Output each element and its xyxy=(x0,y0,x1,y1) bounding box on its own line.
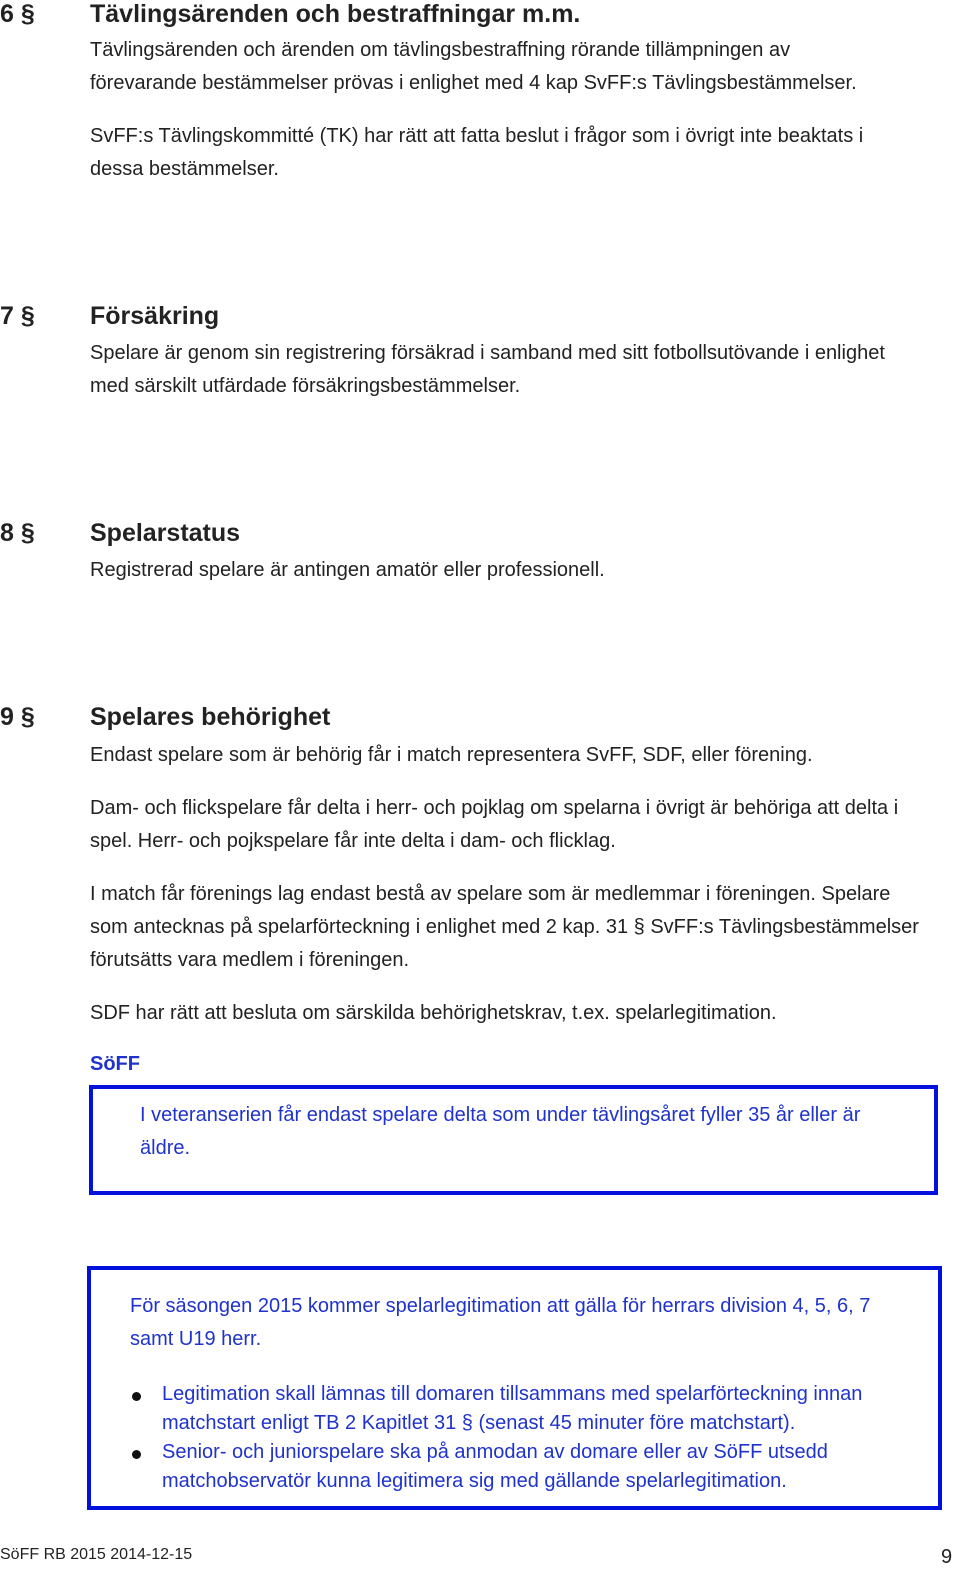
text-line: Endast spelare som är behörig får i match representera SvFF, SDF, eller förening. xyxy=(90,744,813,766)
section-6-title: Tävlingsärenden och bestraffningar m.m. xyxy=(90,0,581,28)
section-7-title: Försäkring xyxy=(90,302,220,330)
text-line: som antecknas på spelarförteckning i enlighet med 2 kap. 31 § SvFF:s Tävlingsbestämmelser xyxy=(90,916,919,938)
text-line: I veteranserien får endast spelare delta som under tävlingsåret fyller 35 år eller är xyxy=(140,1104,861,1126)
list-item xyxy=(132,1438,862,1495)
bullet-icon xyxy=(132,1450,141,1459)
text-line: Dam- och flickspelare får delta i herr- och pojklag om spelarna i övrigt är behöriga att delta i xyxy=(90,797,899,819)
section-7-paragraph-1 xyxy=(90,337,956,403)
list-item xyxy=(132,1380,862,1437)
text-line: äldre. xyxy=(140,1137,191,1159)
soff-label: SöFF xyxy=(90,1053,140,1075)
section-9-paragraph-4 xyxy=(90,997,956,1030)
section-9-number: 9 § xyxy=(0,703,35,731)
section-8-number: 8 § xyxy=(0,519,35,547)
footer-document-id: SöFF RB 2015 2014-12-15 xyxy=(0,1546,193,1563)
text-line: spel. Herr- och pojkspelare får inte delta i dam- och flicklag. xyxy=(90,830,616,852)
section-7-number: 7 § xyxy=(0,302,35,330)
bullet-icon xyxy=(132,1392,141,1401)
text-line: dessa bestämmelser. xyxy=(90,158,279,180)
text-line: förutsätts vara medlem i föreningen. xyxy=(90,949,410,971)
section-9-paragraph-2 xyxy=(90,792,956,858)
text-line: Tävlingsärenden och ärenden om tävlingsbestraffning rörande tillämpningen av xyxy=(90,39,791,61)
text-line: matchstart enligt TB 2 Kapitlet 31 § (senast 45 minuter före matchstart). xyxy=(162,1411,796,1434)
text-line: I match får förenings lag endast bestå av spelare som är medlemmar i föreningen. Spelare xyxy=(90,883,891,905)
text-line: SDF har rätt att besluta om särskilda behörighetskrav, t.ex. spelarlegitimation. xyxy=(90,1002,777,1024)
page-number: 9 xyxy=(941,1546,953,1568)
text-line: Spelare är genom sin registrering försäkrad i samband med sitt fotbollsutövande i enlighet xyxy=(90,342,885,364)
text-line: samt U19 herr. xyxy=(130,1328,262,1350)
section-8-title: Spelarstatus xyxy=(90,519,241,547)
text-line: För säsongen 2015 kommer spelarlegitimation att gälla för herrars division 4, 5, 6, 7 xyxy=(130,1295,871,1317)
text-line: SvFF:s Tävlingskommitté (TK) har rätt att fatta beslut i frågor som i övrigt inte beaktats i xyxy=(90,125,864,147)
section-9-paragraph-3 xyxy=(90,878,956,977)
text-line: Legitimation skall lämnas till domaren tillsammans med spelarförteckning innan xyxy=(162,1383,863,1405)
section-6-number: 6 § xyxy=(0,0,35,28)
section-8-paragraph-1 xyxy=(90,554,956,587)
text-line: Registrerad spelare är antingen amatör eller professionell. xyxy=(90,559,605,581)
section-9-title: Spelares behörighet xyxy=(90,703,331,731)
veteran-rule-text xyxy=(140,1099,860,1165)
veteran-rule-box xyxy=(89,1085,938,1195)
text-line: Senior- och juniorspelare ska på anmodan av domare eller av SöFF utsedd xyxy=(162,1441,828,1463)
legitimation-rule-box xyxy=(87,1266,942,1510)
legitimation-bullet-list xyxy=(132,1380,862,1496)
text-line: med särskilt utfärdade försäkringsbestämmelser. xyxy=(90,375,521,397)
section-6-paragraph-1 xyxy=(90,34,956,100)
legitimation-intro xyxy=(130,1290,870,1356)
text-line: matchobservatör kunna legitimera sig med gällande spelarlegitimation. xyxy=(162,1469,787,1492)
text-line: förevarande bestämmelser prövas i enlighet med 4 kap SvFF:s Tävlingsbestämmelser. xyxy=(90,72,857,94)
section-9-paragraph-1 xyxy=(90,739,956,772)
section-6-paragraph-2 xyxy=(90,120,956,186)
